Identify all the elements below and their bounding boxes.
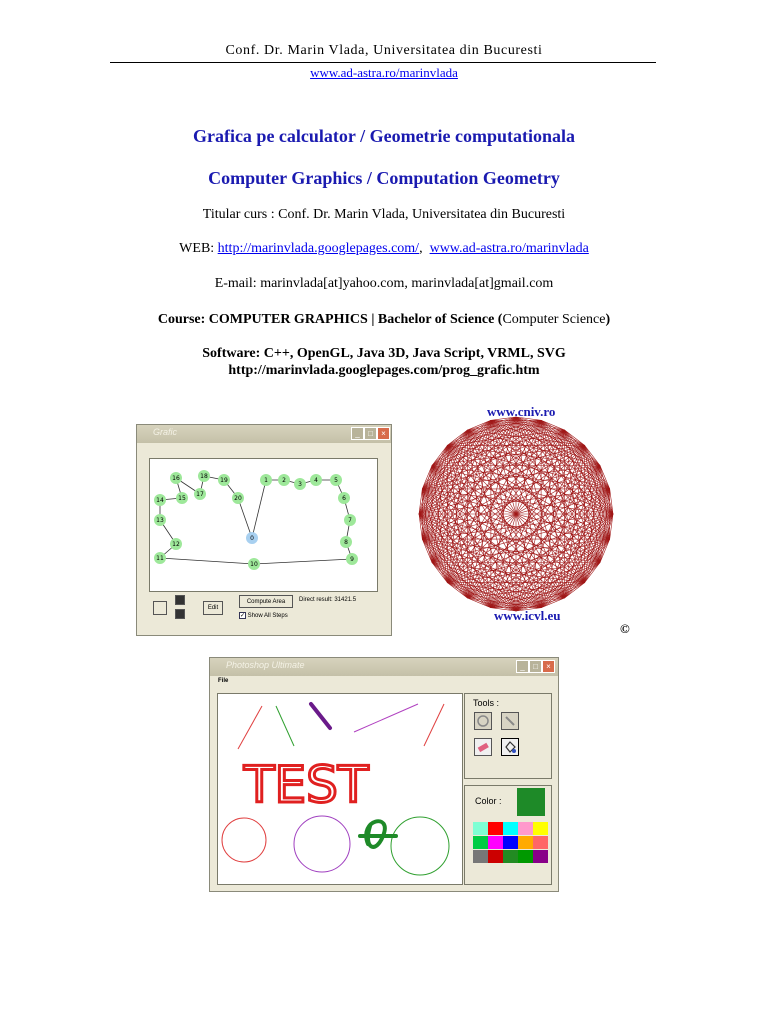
graph-node-label: 8 bbox=[344, 539, 348, 546]
color-label: Color : bbox=[475, 796, 502, 806]
checkbox-check-icon[interactable]: ✓ bbox=[240, 613, 246, 619]
show-all-steps-checkbox[interactable] bbox=[239, 612, 288, 619]
graph-node-label: 0 bbox=[250, 535, 254, 542]
close-icon[interactable]: × bbox=[542, 660, 555, 673]
paint-window-title: Photoshop Ultimate bbox=[226, 660, 305, 670]
current-color-swatch bbox=[517, 788, 545, 816]
graph-node-label: 2 bbox=[282, 477, 286, 484]
palette-swatch[interactable] bbox=[518, 836, 533, 849]
web-line bbox=[0, 241, 768, 257]
graph-node-label: 15 bbox=[178, 495, 186, 502]
graph-node[interactable] bbox=[344, 514, 356, 526]
header-link[interactable] bbox=[0, 65, 768, 81]
graph-node[interactable] bbox=[154, 514, 166, 526]
new-file-button[interactable] bbox=[153, 601, 167, 615]
paint-drawing bbox=[218, 694, 462, 884]
rose-chord bbox=[422, 430, 467, 539]
graph-node-label: 3 bbox=[298, 481, 302, 488]
graph-node[interactable] bbox=[232, 492, 244, 504]
palette-swatch[interactable] bbox=[503, 836, 518, 849]
maximize-icon[interactable]: □ bbox=[364, 427, 377, 440]
canvas-test-text: TEST bbox=[244, 756, 369, 814]
palette-swatch[interactable] bbox=[488, 850, 503, 863]
graph-node-label: 6 bbox=[342, 495, 346, 502]
titular-line: Titular curs : Conf. Dr. Marin Vlada, Universitatea din Bucuresti bbox=[202, 207, 566, 222]
show-all-steps-label: Show All Steps bbox=[247, 613, 288, 619]
rose-chord bbox=[565, 430, 610, 539]
color-palette bbox=[473, 822, 549, 864]
graph-node-label: 14 bbox=[156, 497, 164, 504]
graph-node[interactable] bbox=[176, 492, 188, 504]
graph-node-label: 16 bbox=[172, 475, 180, 482]
rose-chord bbox=[422, 489, 467, 598]
web-link-adastra[interactable]: www.ad-astra.ro/marinvlada bbox=[429, 241, 589, 256]
compute-area-button[interactable]: Compute Area bbox=[239, 595, 293, 608]
graph-window bbox=[136, 424, 392, 636]
palette-swatch[interactable] bbox=[473, 850, 488, 863]
web-separator: , bbox=[419, 241, 430, 256]
graph-edge bbox=[252, 480, 266, 538]
course-field: Computer Science bbox=[502, 312, 606, 327]
tools-label: Tools : bbox=[473, 698, 500, 708]
cniv-url[interactable]: www.cniv.ro bbox=[487, 404, 556, 419]
graph-node-label: 13 bbox=[156, 517, 164, 524]
graph-node-label: 5 bbox=[334, 477, 338, 484]
palette-swatch[interactable] bbox=[533, 836, 548, 849]
web-label: WEB: bbox=[179, 241, 218, 256]
graph-node-label: 10 bbox=[250, 561, 258, 568]
course-line bbox=[0, 312, 768, 328]
graph-node[interactable] bbox=[154, 552, 166, 564]
graph-window-titlebar[interactable] bbox=[137, 425, 391, 443]
palette-swatch[interactable] bbox=[488, 822, 503, 835]
graph-node[interactable] bbox=[246, 532, 258, 544]
software-line: Software: C++, OpenGL, Java 3D, Java Script, VRML, SVG bbox=[202, 346, 566, 361]
menu-file[interactable]: File bbox=[218, 678, 229, 684]
line-tool-icon[interactable] bbox=[501, 712, 519, 730]
software-url[interactable]: http://marinvlada.googlepages.com/prog_grafic.htm bbox=[228, 363, 540, 378]
eraser-tool-icon[interactable] bbox=[474, 738, 492, 756]
palette-swatch[interactable] bbox=[518, 850, 533, 863]
graph-node[interactable] bbox=[278, 474, 290, 486]
title-english: Computer Graphics / Computation Geometry bbox=[208, 168, 560, 188]
header-link-text[interactable]: www.ad-astra.ro/marinvlada bbox=[310, 65, 458, 80]
graph-node-label: 9 bbox=[350, 556, 354, 563]
graph-node[interactable] bbox=[260, 474, 272, 486]
graph-node[interactable] bbox=[248, 558, 260, 570]
direct-result-text: Direct result: 31421.5 bbox=[299, 597, 357, 603]
color-panel bbox=[464, 785, 552, 885]
web-link-googlepages[interactable]: http://marinvlada.googlepages.com/ bbox=[217, 241, 420, 256]
palette-swatch[interactable] bbox=[503, 822, 518, 835]
graph-node-label: 11 bbox=[156, 555, 164, 562]
tools-panel bbox=[464, 693, 552, 779]
paint-window-titlebar[interactable] bbox=[210, 658, 558, 676]
palette-swatch[interactable] bbox=[488, 836, 503, 849]
palette-swatch[interactable] bbox=[533, 850, 548, 863]
graph-node[interactable] bbox=[346, 553, 358, 565]
graph-node-label: 20 bbox=[234, 495, 242, 502]
graph-window-title: Grafic bbox=[153, 427, 178, 437]
rose-chord bbox=[432, 420, 541, 465]
graph-node[interactable] bbox=[170, 538, 182, 550]
minimize-icon[interactable]: _ bbox=[351, 427, 364, 440]
header-author: Conf. Dr. Marin Vlada, Universitatea din Bucuresti bbox=[225, 43, 543, 58]
edit-button[interactable]: Edit bbox=[203, 601, 223, 615]
graph-node-label: 7 bbox=[348, 517, 352, 524]
open-icon[interactable] bbox=[175, 609, 185, 619]
graph-node-label: 19 bbox=[220, 477, 228, 484]
palette-swatch[interactable] bbox=[518, 822, 533, 835]
header-rule bbox=[110, 62, 656, 63]
circle-tool-icon[interactable] bbox=[474, 712, 492, 730]
minimize-icon[interactable]: _ bbox=[516, 660, 529, 673]
palette-swatch[interactable] bbox=[533, 822, 548, 835]
paint-window bbox=[209, 657, 559, 892]
graph-node-label: 17 bbox=[196, 491, 204, 498]
copyright-symbol: © bbox=[620, 621, 630, 636]
palette-swatch[interactable] bbox=[503, 850, 518, 863]
palette-swatch[interactable] bbox=[473, 822, 488, 835]
graph-node[interactable] bbox=[310, 474, 322, 486]
graph-edge bbox=[160, 558, 254, 564]
palette-swatch[interactable] bbox=[473, 836, 488, 849]
maximize-icon[interactable]: □ bbox=[529, 660, 542, 673]
graph-node[interactable] bbox=[154, 494, 166, 506]
rose-chord bbox=[491, 420, 600, 465]
rose-chord bbox=[565, 489, 610, 598]
graph-edge bbox=[254, 559, 352, 564]
course-label: Course: COMPUTER GRAPHICS | Bachelor of Science ( bbox=[157, 312, 503, 327]
graph-canvas[interactable] bbox=[149, 458, 378, 592]
course-close: ) bbox=[605, 312, 611, 327]
title-romanian: Grafica pe calculator / Geometrie computationala bbox=[192, 126, 576, 146]
graph-drawing bbox=[150, 459, 377, 591]
graph-node-label: 18 bbox=[200, 473, 208, 480]
bucket-tool-icon[interactable] bbox=[501, 738, 519, 756]
graph-node[interactable] bbox=[340, 536, 352, 548]
close-icon[interactable]: × bbox=[377, 427, 390, 440]
graph-node[interactable] bbox=[194, 488, 206, 500]
graph-node[interactable] bbox=[170, 472, 182, 484]
graph-edge bbox=[238, 498, 252, 538]
graph-node-label: 1 bbox=[264, 477, 268, 484]
paint-canvas[interactable] bbox=[217, 693, 463, 885]
icvl-url[interactable]: www.icvl.eu bbox=[494, 608, 561, 623]
graph-node-label: 4 bbox=[314, 477, 318, 484]
graph-node[interactable] bbox=[218, 474, 230, 486]
graph-node[interactable] bbox=[198, 470, 210, 482]
graph-node[interactable] bbox=[294, 478, 306, 490]
graph-node[interactable] bbox=[330, 474, 342, 486]
save-icon[interactable] bbox=[175, 595, 185, 605]
email-line: E-mail: marinvlada[at]yahoo.com, marinvlada[at]gmail.com bbox=[214, 276, 554, 291]
rose-chord bbox=[432, 563, 541, 608]
graph-node[interactable] bbox=[338, 492, 350, 504]
mystic-rose-figure bbox=[408, 414, 624, 614]
graph-node-label: 12 bbox=[172, 541, 180, 548]
rose-chord bbox=[491, 563, 600, 608]
